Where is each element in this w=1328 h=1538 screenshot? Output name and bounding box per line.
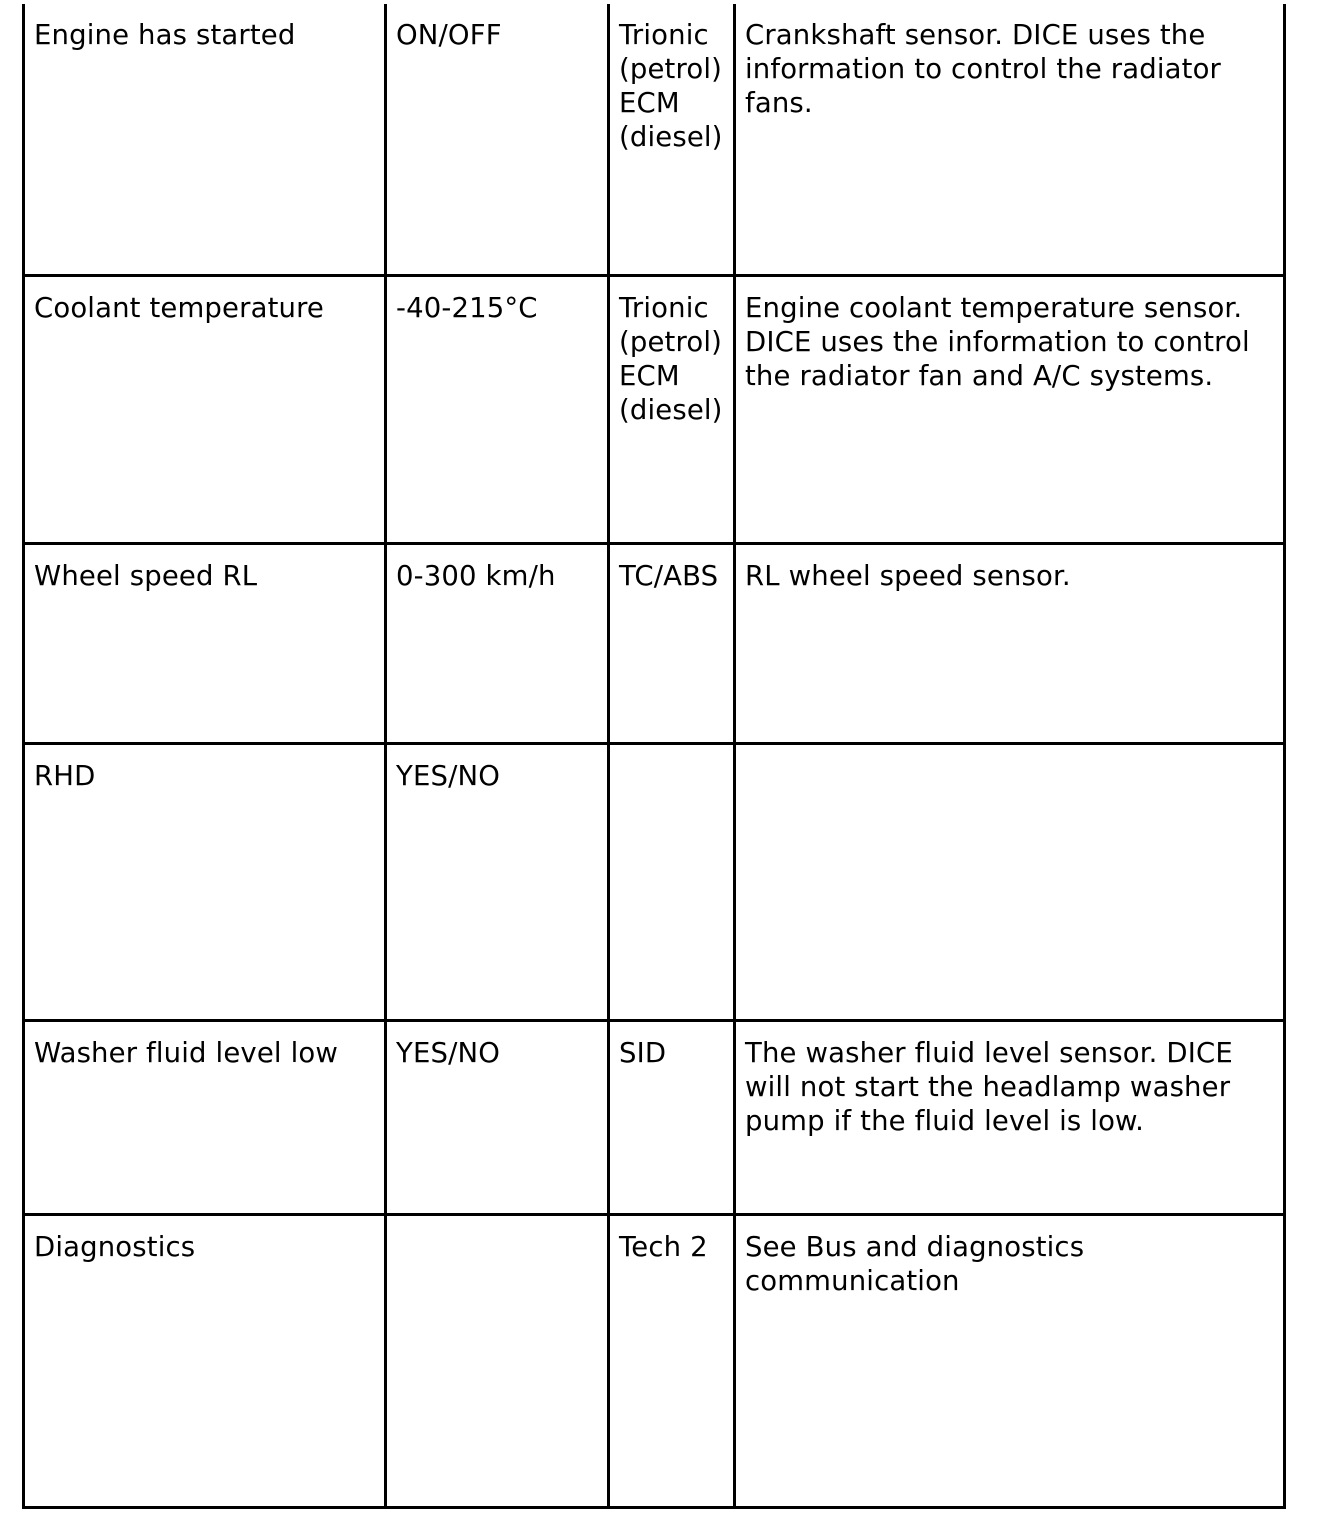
signal-source-cell: TC/ABS xyxy=(609,543,735,743)
signal-range-cell: 0-300 km/h xyxy=(386,543,609,743)
signal-source-cell: Trionic (petrol) ECM (diesel) xyxy=(609,275,735,543)
signal-range-cell: -40-215°C xyxy=(386,275,609,543)
table-row xyxy=(24,543,1285,743)
signal-name-cell: Washer fluid level low xyxy=(24,1020,386,1214)
signal-name-cell: Diagnostics xyxy=(24,1214,386,1507)
signal-source-cell xyxy=(609,743,735,1020)
table-row xyxy=(24,743,1285,1020)
signal-source-cell: SID xyxy=(609,1020,735,1214)
table-row xyxy=(24,1020,1285,1214)
signal-name-cell: RHD xyxy=(24,743,386,1020)
signal-range-cell xyxy=(386,1214,609,1507)
signal-description-cell xyxy=(735,743,1285,1020)
signal-description-cell: RL wheel speed sensor. xyxy=(735,543,1285,743)
signal-range-cell: YES/NO xyxy=(386,743,609,1020)
table-row xyxy=(24,4,1285,275)
signal-description-cell: Crankshaft sensor. DICE uses the information to control the radiator fans. xyxy=(735,4,1285,275)
signal-source-cell: Trionic (petrol) ECM (diesel) xyxy=(609,4,735,275)
signal-description-cell: See Bus and diagnostics communication xyxy=(735,1214,1285,1507)
signal-name-cell: Coolant temperature xyxy=(24,275,386,543)
signal-description-cell: The washer fluid level sensor. DICE will not start the headlamp washer pump if the fluid level is low. xyxy=(735,1020,1285,1214)
table-row xyxy=(24,1214,1285,1507)
table-row xyxy=(24,275,1285,543)
signal-range-cell: ON/OFF xyxy=(386,4,609,275)
signal-name-cell: Wheel speed RL xyxy=(24,543,386,743)
signal-source-cell: Tech 2 xyxy=(609,1214,735,1507)
signal-table xyxy=(22,4,1286,1509)
signal-range-cell: YES/NO xyxy=(386,1020,609,1214)
signal-description-cell: Engine coolant temperature sensor. DICE uses the information to control the radiator fan and A/C systems. xyxy=(735,275,1285,543)
signal-name-cell: Engine has started xyxy=(24,4,386,275)
